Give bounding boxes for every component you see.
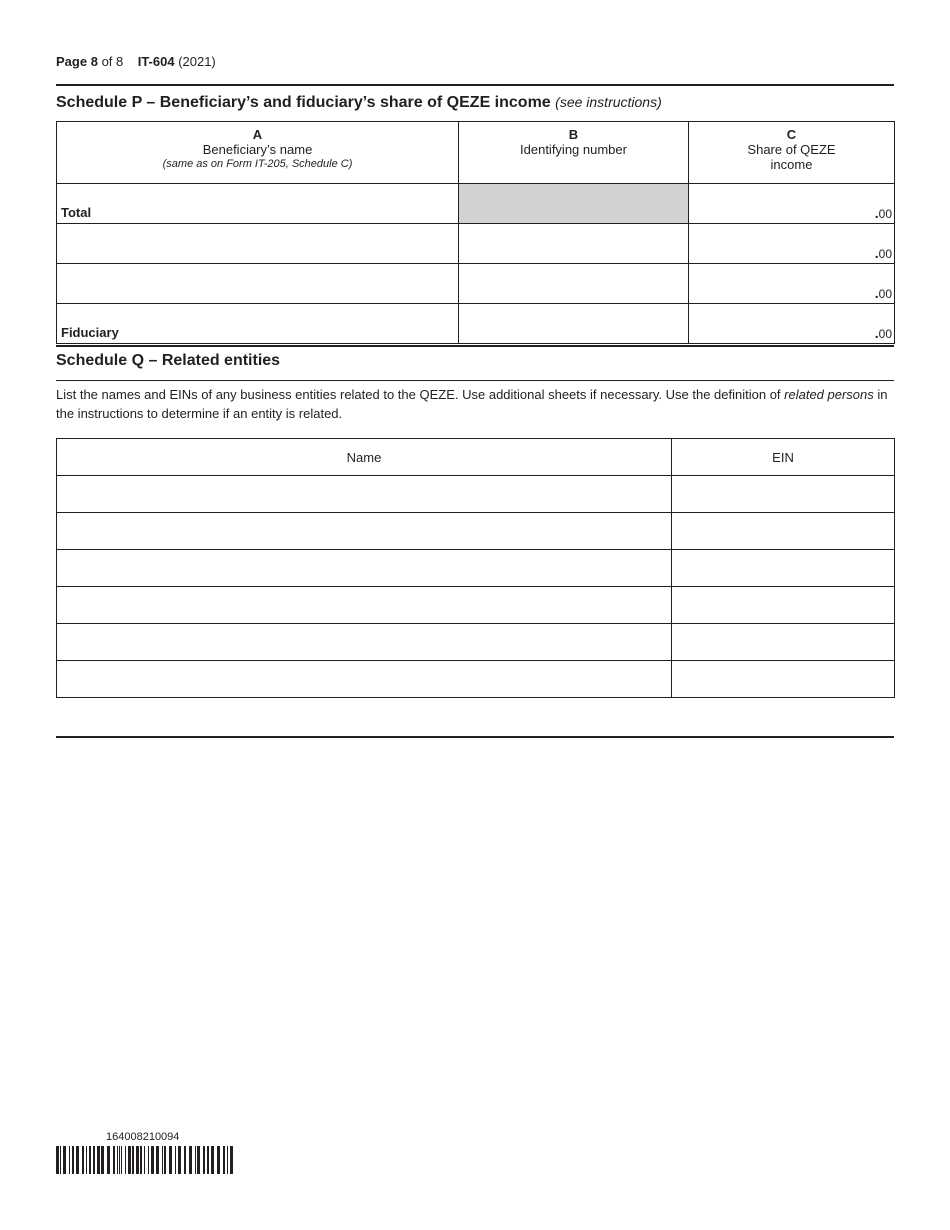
barcode-bar [119,1146,120,1174]
divider-bottom [56,736,894,738]
barcode-bar [76,1146,79,1174]
beneficiary-name-field[interactable] [57,264,459,304]
barcode-bar [217,1146,220,1174]
barcode-bar [189,1146,192,1174]
entity-ein-field[interactable] [672,476,895,513]
page-label: Page [56,54,88,69]
table-row-total [57,184,895,224]
table-row [57,224,895,264]
table-row [57,264,895,304]
barcode-bar [197,1146,200,1174]
barcode-bar [230,1146,233,1174]
schedule-p-table [56,121,895,344]
page-header [56,54,216,69]
entity-ein-field[interactable] [672,624,895,661]
divider-thin [56,380,894,381]
name-column-header: Name [57,439,672,476]
entity-name-field[interactable] [57,513,672,550]
barcode-bar [69,1146,70,1174]
entity-ein-field[interactable] [672,587,895,624]
barcode-bar [89,1146,91,1174]
barcode-bar [207,1146,209,1174]
ein-column-header: EIN [672,439,895,476]
page-total: of 8 [101,54,124,69]
schedule-p-header-row [57,122,895,184]
barcode-bar [151,1146,154,1174]
barcode-bar [148,1146,149,1174]
beneficiary-name-cell[interactable]: Total [57,184,459,224]
barcode-bar [156,1146,159,1174]
barcode-bar [162,1146,163,1174]
entity-ein-field[interactable] [672,550,895,587]
divider-schedule-q [56,345,894,347]
barcode-bar [140,1146,142,1174]
barcode-bar [63,1146,66,1174]
table-row [57,476,895,513]
divider-top [56,84,894,86]
barcode-bar [121,1146,122,1174]
identifying-number-field[interactable] [459,304,689,344]
barcode-bar [136,1146,139,1174]
barcode-bar [223,1146,225,1174]
barcode-bar [195,1146,196,1174]
barcode-bar [56,1146,59,1174]
share-amount-field[interactable]: .00 [689,184,895,224]
barcode-bar [117,1146,118,1174]
barcode-image [56,1146,238,1174]
identifying-number-field[interactable] [459,224,689,264]
fiduciary-name-cell[interactable]: Fiduciary [57,304,459,344]
barcode-bar [164,1146,166,1174]
schedule-q-header-row [57,439,895,476]
form-year: (2021) [178,54,216,69]
schedule-q-instructions: List the names and EINs of any business entities related to the QEZE. Use additional sheets if necessary. Use the definition of related persons in the instructions to determine if an entity is related. [56,387,888,421]
share-amount-field[interactable]: .00 [689,224,895,264]
barcode-bar [107,1146,110,1174]
form-number: IT-604 [137,54,175,69]
share-amount-field[interactable]: .00 [689,304,895,344]
table-row [57,513,895,550]
barcode-bar [184,1146,186,1174]
barcode-bar [97,1146,100,1174]
column-b-header: B Identifying number [459,122,689,184]
barcode-number: 164008210094 [106,1131,180,1143]
entity-name-field[interactable] [57,550,672,587]
share-amount-field[interactable]: .00 [689,264,895,304]
beneficiary-name-field[interactable] [57,224,459,264]
barcode-bar [113,1146,115,1174]
barcode-bar [86,1146,87,1174]
barcode-bar [203,1146,205,1174]
table-row [57,587,895,624]
schedule-p-title: Schedule P – Beneficiary’s and fiduciary’s share of QEZE income (see instructions) [56,94,662,111]
entity-ein-field[interactable] [672,513,895,550]
identifying-number-cell-shaded [459,184,689,224]
page-number: 8 [90,54,98,69]
barcode-bar [132,1146,134,1174]
barcode-bar [128,1146,131,1174]
barcode-bar [72,1146,74,1174]
barcode-bar [144,1146,145,1174]
table-row [57,661,895,698]
entity-name-field[interactable] [57,624,672,661]
column-a-header: A Beneficiary’s name (same as on Form IT-205, Schedule C) [57,122,459,184]
identifying-number-field[interactable] [459,264,689,304]
schedule-q-table [56,438,895,698]
barcode-bar [227,1146,228,1174]
entity-name-field[interactable] [57,661,672,698]
barcode-bar [178,1146,181,1174]
barcode-bar [101,1146,104,1174]
barcode-bar [82,1146,84,1174]
barcode-bar [125,1146,126,1174]
barcode-bar [211,1146,214,1174]
schedule-q-title: Schedule Q – Related entities [56,352,281,369]
column-c-header: C Share of QEZE income [689,122,895,184]
entity-ein-field[interactable] [672,661,895,698]
barcode-bar [175,1146,176,1174]
table-row-fiduciary [57,304,895,344]
barcode-bar [93,1146,95,1174]
table-row [57,550,895,587]
schedule-p-note: (see instructions) [555,94,662,110]
barcode-bar [60,1146,61,1174]
table-row [57,624,895,661]
entity-name-field[interactable] [57,587,672,624]
entity-name-field[interactable] [57,476,672,513]
barcode-bar [169,1146,172,1174]
